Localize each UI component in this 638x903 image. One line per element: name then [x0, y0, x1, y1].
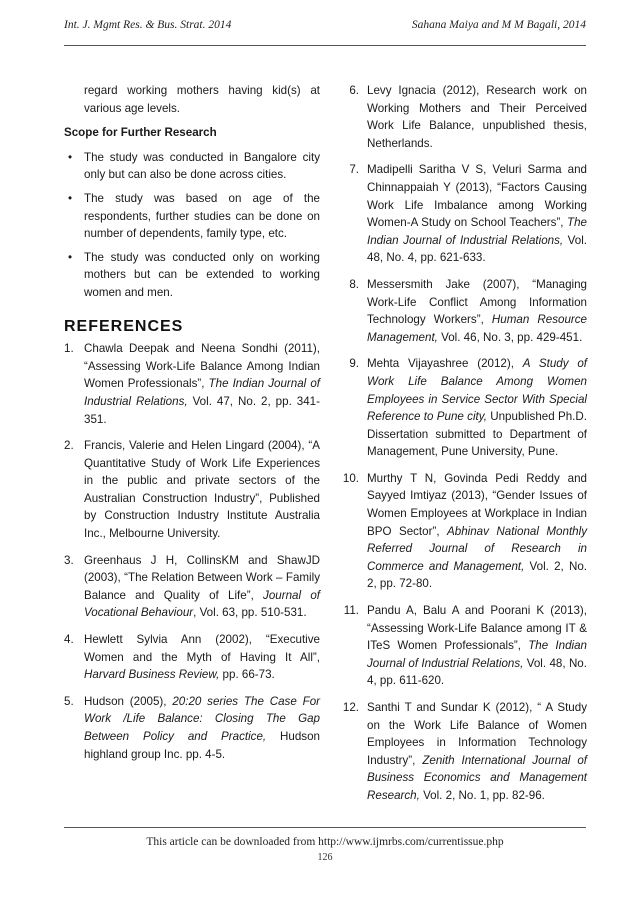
reference-source: A Study of Work Life Balance Among Women Employees in Service Sector With Special Reference to Pune city,: [367, 357, 588, 424]
bullet-text: The study was conducted in Bangalore city only but can also be done across cities.: [84, 150, 320, 182]
reference-text: Chawla Deepak and Neena Sondhi (2011), “Assessing Work-Life Balance Among Indian Women Professionals”,: [84, 342, 320, 391]
header-rule: [64, 45, 586, 46]
reference-item: [337, 276, 587, 346]
reference-number: 2.: [64, 439, 74, 453]
reference-text: Murthy T N, Govinda Pedi Reddy and Sayyed Imtiyaz (2013), “Gender Issues of Women Employees at Workplace in Indian BPO Sector”,: [367, 471, 587, 538]
intro-paragraph: regard working mothers having kid(s) at various age levels.: [84, 84, 320, 115]
reference-details: Hudson highland group Inc. pp. 4-5.: [84, 730, 321, 761]
reference-number: 3.: [64, 553, 74, 567]
reference-text: Mehta Vijayashree (2012),: [367, 357, 523, 371]
reference-details: Vol. 47, No. 2, pp. 341-351.: [84, 394, 320, 426]
reference-text: Madipelli Saritha V S, Veluri Sarma and Chinnappaiah Y (2013), “Factors Causing Work Life Imbalance among Working Women-A Study on School Teachers”,: [367, 163, 587, 230]
bullet-icon: •: [68, 150, 73, 164]
scope-bullet: [64, 149, 320, 184]
reference-item: [337, 161, 587, 267]
reference-source: The Indian Journal of Industrial Relations,: [84, 377, 320, 408]
bullet-icon: •: [68, 250, 73, 264]
reference-number: 11.: [343, 604, 359, 618]
reference-text: Hewlett Sylvia Ann (2002), “Executive Women and the Myth of Having It All”,: [84, 633, 320, 664]
reference-item: [64, 631, 320, 684]
reference-source: Human Resource Management,: [367, 313, 588, 344]
reference-item: [64, 552, 320, 622]
reference-text: Messersmith Jake (2007), “Managing Work-Life Conflict Among Information Technology Workers”,: [367, 277, 587, 327]
reference-item: [337, 602, 587, 690]
footer-rule: [64, 827, 586, 828]
reference-details: pp. 66-73.: [219, 668, 275, 682]
reference-details: Vol. 48, No. 4, pp. 611-620.: [367, 656, 587, 688]
reference-number: 5.: [64, 694, 74, 708]
scope-bullet: [64, 190, 320, 243]
scope-bullet: [64, 249, 320, 302]
reference-source: The Indian Journal of Industrial Relations,: [367, 216, 587, 247]
reference-details: Vol. 2, No. 2, pp. 72-80.: [367, 559, 587, 591]
reference-item: [64, 340, 320, 428]
reference-details: Vol. 46, No. 3, pp. 429-451.: [437, 330, 583, 344]
reference-number: 10.: [342, 471, 359, 485]
author-citation: Sahana Maiya and M M Bagali, 2014: [411, 19, 586, 31]
page-number: 126: [317, 852, 333, 863]
reference-source: Harvard Business Review,: [84, 668, 220, 682]
reference-text: Levy Ignacia (2012), Research work on Working Mothers and Their Perceived Work Life Balance, unpublished thesis, Netherlands.: [367, 84, 587, 150]
reference-item: [64, 693, 320, 763]
running-header: [64, 19, 586, 35]
reference-source: 20:20 series The Case For Work /Life Balance: Closing The Gap Between Policy and Practice,: [84, 694, 320, 743]
reference-details: Vol. 48, No. 4, pp. 621-633.: [367, 233, 588, 265]
reference-number: 4.: [64, 633, 74, 647]
reference-text: Greenhaus J H, CollinsKM and ShawJD (2003), “The Relation Between Work – Family Balance and Quality of Life”,: [84, 553, 320, 602]
reference-text: Francis, Valerie and Helen Lingard (2004), “A Quantitative Study of Work Life Experiences in the public and private sectors of the Australian Construction Industry”, Published by Construction Industry Institute Australia Inc., Melbourne University.: [84, 439, 320, 541]
references-heading: REFERENCES: [64, 317, 184, 335]
reference-number: 9.: [349, 357, 359, 371]
bullet-icon: •: [68, 191, 73, 205]
reference-item: [337, 355, 587, 461]
reference-details: Vol. 2, No. 1, pp. 82-96.: [419, 788, 545, 802]
reference-source: Abhinav National Monthly Referred Journal of Research in Commerce and Management,: [367, 524, 587, 573]
left-column: [64, 82, 320, 772]
journal-citation: Int. J. Mgmt Res. & Bus. Strat. 2014: [64, 19, 232, 31]
reference-details: Unpublished Ph.D. Dissertation submitted to Department of Management, Pune University, Pune.: [367, 410, 587, 459]
reference-number: 12.: [342, 701, 359, 714]
bullet-text: The study was based on age of the respondents, further studies can be done on number of dependents, family type, etc.: [84, 191, 320, 241]
reference-source: The Indian Journal of Industrial Relations,: [367, 639, 587, 670]
reference-number: 7.: [349, 163, 359, 177]
reference-source: Journal of Vocational Behaviour: [84, 588, 320, 620]
reference-source: Zenith International Journal of Business Economics and Management Research,: [367, 753, 587, 802]
reference-text: Pandu A, Balu A and Poorani K (2013), “Assessing Work-Life Balance among IT & ITeS Women Professionals”,: [367, 604, 587, 653]
bullet-text: The study was conducted only on working mothers but can be extended to working women and men.: [84, 250, 320, 299]
reference-text: Hudson (2005),: [84, 694, 173, 708]
right-column: [337, 82, 587, 814]
reference-number: 6.: [349, 84, 359, 97]
download-note: This article can be downloaded from http://www.ijmrbs.com/currentissue.php: [146, 836, 504, 848]
reference-item: [337, 470, 587, 593]
reference-item: [337, 699, 587, 805]
reference-details: , Vol. 63, pp. 510-531.: [193, 606, 307, 620]
reference-text: Santhi T and Sundar K (2012), “ A Study on the Work Life Balance of Women Employees in Information Technology Industry”,: [367, 701, 587, 767]
reference-item: [337, 82, 587, 152]
reference-number: 1.: [64, 342, 74, 356]
scope-heading: Scope for Further Research: [64, 126, 217, 140]
reference-number: 8.: [349, 277, 359, 291]
reference-item: [64, 437, 320, 543]
